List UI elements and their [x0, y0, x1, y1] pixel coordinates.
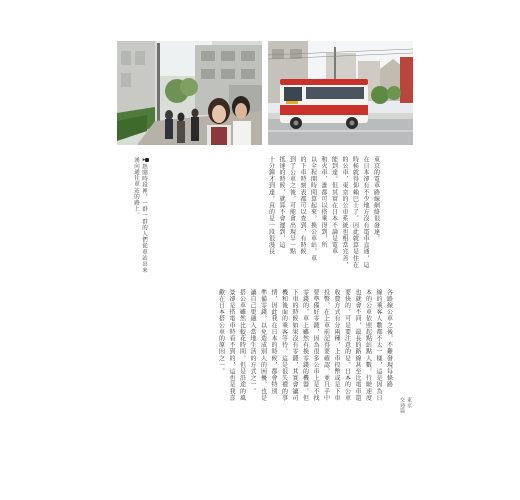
body-line: 十分鐘才到達，真的是一段很漫長 — [267, 156, 275, 255]
body-line: 也就會不同，最長的路線甚至比電車還 — [354, 289, 361, 402]
body-line: 的下車時刻表都可以查到，有時候 — [299, 156, 306, 255]
body-line: 和火車，誰都可以搭乘得到，所 — [320, 156, 327, 249]
caption-line: 湧向通往車站的路上。 — [133, 157, 139, 218]
body-line: 下車的時候如果沒有零錢，其實會讓司 — [291, 289, 298, 402]
street-crowd-photo — [117, 41, 262, 145]
city-bus-photo — [268, 41, 413, 145]
body-line: 零錢的，車上雖然有換零錢的機器，但 — [301, 289, 309, 402]
body-line: 抵達的時候，就算不會遲到，這 — [278, 156, 285, 249]
body-line: 投幣，在上車前記得要確認，並且手中 — [322, 289, 330, 402]
city-bus-illustration — [268, 41, 413, 145]
body-line: 搭公車雖然比較花時間，但是沿途的風 — [238, 289, 246, 402]
body-line: 時候就得仰賴巴士了。因此就算是住在 — [351, 156, 359, 269]
body-line: 要準備好零錢，因為很多公車上是不找 — [312, 289, 319, 402]
body-line: 各路線公車之後，不難發現每條路 — [385, 289, 393, 388]
body-text-upper — [265, 156, 381, 268]
chapter-line: 交通篇 — [399, 397, 405, 414]
body-line: 以全程開時間算起來，換公車站，車 — [309, 156, 317, 262]
body-line: 機和後面的乘客等待，這是很失禮的事 — [280, 289, 288, 402]
body-line: 東京的電車路線網絡很發達， — [372, 156, 380, 242]
chapter-marker — [398, 397, 412, 414]
body-line: 在日本卻有不少地方沒有電車直通，這 — [362, 156, 369, 269]
street-crowd-illustration — [117, 41, 262, 145]
body-line: 讓自己更融入當地生活的方式之一。 — [249, 289, 256, 395]
body-line: 歡在日本搭公車的原因之一。 — [217, 289, 225, 375]
body-line: 能到達。但其實在日本不論是電車 — [330, 156, 338, 255]
chapter-line: 東京 — [406, 397, 412, 409]
body-line: 的公車，東京的公車系統也相當完善， — [341, 156, 348, 269]
body-line: 線的乘客人數都不太一樣，這是因為日 — [375, 289, 382, 402]
body-line: 情，因此我在日本的時候，都會特別 — [270, 289, 277, 395]
body-line: 要快的。可是要注意的是，日本的公車 — [343, 289, 351, 402]
body-line: 準備零錢，以免造成別人的困擾，也是 — [259, 289, 267, 402]
photo-caption — [132, 157, 148, 292]
body-line: 到了公車之後，可能會出現早一點 — [288, 156, 296, 255]
caption-line: ▸熱鬧時段裡，一群一群的人們從車站出來 — [141, 157, 147, 274]
body-line: 本的公車依照起點站點人數，行駛速度 — [364, 289, 372, 402]
body-line: 景卻是搭電車時看不到的，這也是我喜 — [228, 289, 235, 402]
body-text-lower — [215, 289, 394, 425]
body-line: 收費方式有分兩種，上車投幣或是下車 — [333, 289, 340, 402]
